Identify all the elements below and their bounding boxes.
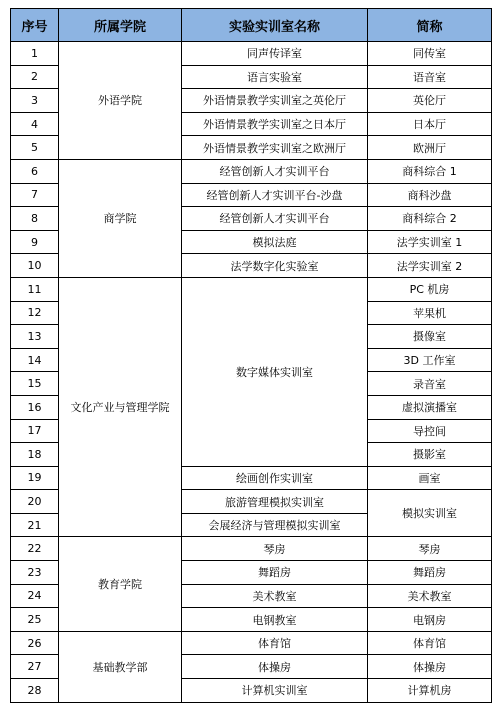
table-row bbox=[11, 277, 492, 301]
lab-name-cell: 美术教室 bbox=[182, 584, 368, 608]
short-name-cell: 日本厅 bbox=[368, 112, 492, 136]
short-name-cell: 计算机房 bbox=[368, 679, 492, 703]
short-name-cell: 同传室 bbox=[368, 42, 492, 66]
lab-name-cell: 体操房 bbox=[182, 655, 368, 679]
college-cell: 文化产业与管理学院 bbox=[59, 277, 182, 537]
lab-name-cell: 外语情景教学实训室之英伦厅 bbox=[182, 89, 368, 113]
lab-name-cell: 经管创新人才实训平台 bbox=[182, 207, 368, 231]
short-name-cell: 琴房 bbox=[368, 537, 492, 561]
lab-name-cell: 数字媒体实训室 bbox=[182, 277, 368, 466]
table-row bbox=[11, 631, 492, 655]
lab-name-cell: 绘画创作实训室 bbox=[182, 466, 368, 490]
short-name-cell: 语音室 bbox=[368, 65, 492, 89]
row-number-cell: 28 bbox=[11, 679, 59, 703]
lab-name-cell: 语言实验室 bbox=[182, 65, 368, 89]
row-number-cell: 8 bbox=[11, 207, 59, 231]
college-cell: 基础教学部 bbox=[59, 631, 182, 702]
row-number-cell: 2 bbox=[11, 65, 59, 89]
lab-name-cell: 法学数字化实验室 bbox=[182, 254, 368, 278]
lab-name-cell: 外语情景教学实训室之欧洲厅 bbox=[182, 136, 368, 160]
row-number-cell: 19 bbox=[11, 466, 59, 490]
lab-name-cell: 舞蹈房 bbox=[182, 561, 368, 585]
short-name-cell: 摄像室 bbox=[368, 325, 492, 349]
row-number-cell: 11 bbox=[11, 277, 59, 301]
row-number-cell: 24 bbox=[11, 584, 59, 608]
short-name-cell: 商科沙盘 bbox=[368, 183, 492, 207]
row-number-cell: 1 bbox=[11, 42, 59, 66]
lab-name-cell: 经管创新人才实训平台 bbox=[182, 159, 368, 183]
row-number-cell: 23 bbox=[11, 561, 59, 585]
header-no: 序号 bbox=[11, 9, 59, 42]
table-row bbox=[11, 537, 492, 561]
header-lab-name: 实验实训室名称 bbox=[182, 9, 368, 42]
lab-name-cell: 会展经济与管理模拟实训室 bbox=[182, 513, 368, 537]
row-number-cell: 12 bbox=[11, 301, 59, 325]
lab-name-cell: 模拟法庭 bbox=[182, 230, 368, 254]
row-number-cell: 21 bbox=[11, 513, 59, 537]
row-number-cell: 16 bbox=[11, 395, 59, 419]
row-number-cell: 5 bbox=[11, 136, 59, 160]
short-name-cell: 苹果机 bbox=[368, 301, 492, 325]
short-name-cell: 法学实训室 2 bbox=[368, 254, 492, 278]
row-number-cell: 25 bbox=[11, 608, 59, 632]
short-name-cell: 摄影室 bbox=[368, 443, 492, 467]
row-number-cell: 26 bbox=[11, 631, 59, 655]
row-number-cell: 20 bbox=[11, 490, 59, 514]
short-name-cell: PC 机房 bbox=[368, 277, 492, 301]
row-number-cell: 22 bbox=[11, 537, 59, 561]
lab-name-cell: 外语情景教学实训室之日本厅 bbox=[182, 112, 368, 136]
short-name-cell: 画室 bbox=[368, 466, 492, 490]
row-number-cell: 13 bbox=[11, 325, 59, 349]
row-number-cell: 17 bbox=[11, 419, 59, 443]
lab-name-cell: 体育馆 bbox=[182, 631, 368, 655]
college-cell: 商学院 bbox=[59, 159, 182, 277]
row-number-cell: 3 bbox=[11, 89, 59, 113]
college-cell: 教育学院 bbox=[59, 537, 182, 631]
row-number-cell: 10 bbox=[11, 254, 59, 278]
table-row bbox=[11, 159, 492, 183]
lab-name-cell: 电钢教室 bbox=[182, 608, 368, 632]
short-name-cell: 美术教室 bbox=[368, 584, 492, 608]
short-name-cell: 录音室 bbox=[368, 372, 492, 396]
row-number-cell: 27 bbox=[11, 655, 59, 679]
lab-name-cell: 琴房 bbox=[182, 537, 368, 561]
short-name-cell: 体操房 bbox=[368, 655, 492, 679]
short-name-cell: 模拟实训室 bbox=[368, 490, 492, 537]
row-number-cell: 14 bbox=[11, 348, 59, 372]
row-number-cell: 4 bbox=[11, 112, 59, 136]
lab-name-cell: 计算机实训室 bbox=[182, 679, 368, 703]
short-name-cell: 导控间 bbox=[368, 419, 492, 443]
short-name-cell: 英伦厅 bbox=[368, 89, 492, 113]
lab-table bbox=[10, 8, 492, 703]
row-number-cell: 9 bbox=[11, 230, 59, 254]
row-number-cell: 6 bbox=[11, 159, 59, 183]
header-college: 所属学院 bbox=[59, 9, 182, 42]
lab-name-cell: 同声传译室 bbox=[182, 42, 368, 66]
short-name-cell: 电钢房 bbox=[368, 608, 492, 632]
header-short-name: 简称 bbox=[368, 9, 492, 42]
table-row bbox=[11, 42, 492, 66]
row-number-cell: 15 bbox=[11, 372, 59, 396]
lab-name-cell: 经管创新人才实训平台-沙盘 bbox=[182, 183, 368, 207]
short-name-cell: 欧洲厅 bbox=[368, 136, 492, 160]
header-row bbox=[11, 9, 492, 42]
lab-name-cell: 旅游管理模拟实训室 bbox=[182, 490, 368, 514]
college-cell: 外语学院 bbox=[59, 42, 182, 160]
short-name-cell: 法学实训室 1 bbox=[368, 230, 492, 254]
short-name-cell: 体育馆 bbox=[368, 631, 492, 655]
short-name-cell: 虚拟演播室 bbox=[368, 395, 492, 419]
row-number-cell: 7 bbox=[11, 183, 59, 207]
row-number-cell: 18 bbox=[11, 443, 59, 467]
short-name-cell: 商科综合 1 bbox=[368, 159, 492, 183]
short-name-cell: 舞蹈房 bbox=[368, 561, 492, 585]
short-name-cell: 商科综合 2 bbox=[368, 207, 492, 231]
short-name-cell: 3D 工作室 bbox=[368, 348, 492, 372]
